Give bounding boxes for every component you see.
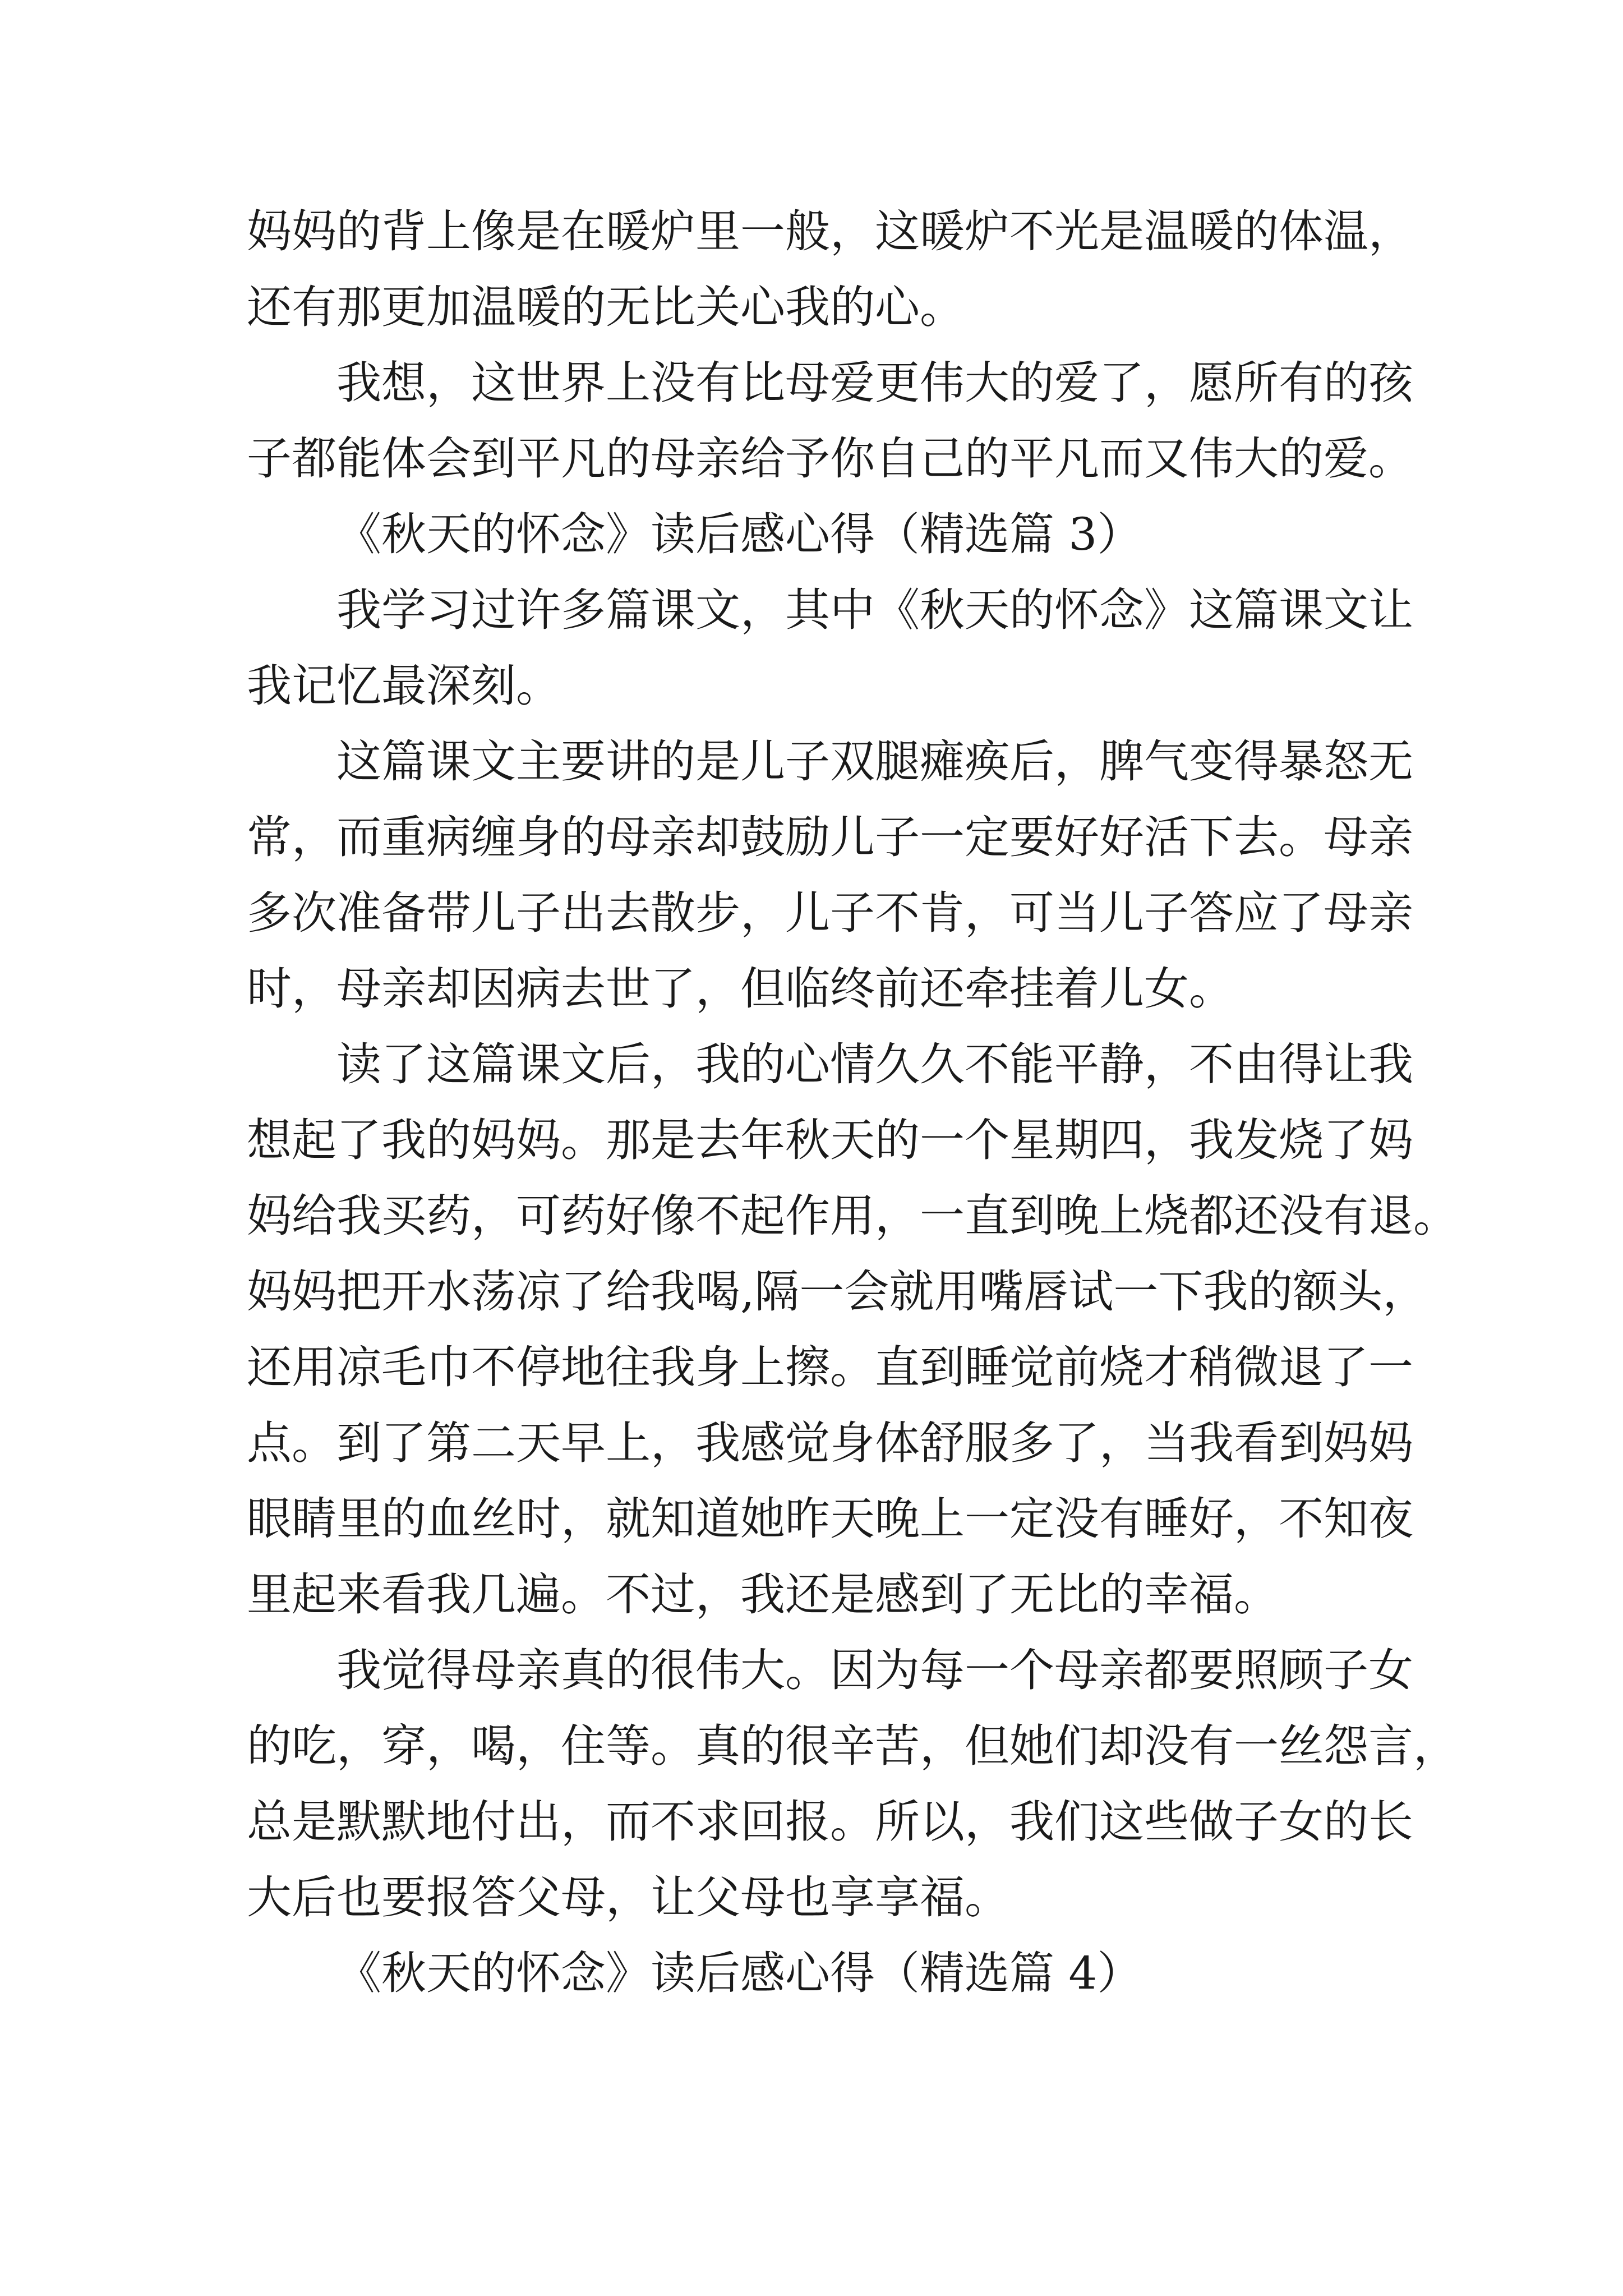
paragraph-start-line: 我学习过许多篇课文，其中《秋天的怀念》这篇课文让 xyxy=(336,584,1413,636)
paragraph-start-line: 读了这篇课文后，我的心情久久不能平静，不由得让我 xyxy=(336,1038,1413,1091)
paragraph-start-line: 我想，这世界上没有比母爱更伟大的爱了，愿所有的孩 xyxy=(336,357,1413,409)
text-line: 子都能体会到平凡的母亲给予你自己的平凡而又伟大的爱。 xyxy=(247,432,1413,485)
body-text xyxy=(247,194,1458,2011)
text-line: 妈给我买药，可药好像不起作用，一直到晚上烧都还没有退。 xyxy=(247,1190,1458,1242)
text-line: 眼睛里的血丝时，就知道她昨天晚上一定没有睡好，不知夜 xyxy=(247,1493,1413,1545)
paragraph-start-line: 我觉得母亲真的很伟大。因为每一个母亲都要照顾子女 xyxy=(336,1644,1413,1696)
text-line: 大后也要报答父母，让父母也享享福。 xyxy=(247,1871,1009,1924)
text-line: 总是默默地付出，而不求回报。所以，我们这些做子女的长 xyxy=(247,1796,1413,1848)
paragraph-start-line: 这篇课文主要讲的是儿子双腿瘫痪后，脾气变得暴怒无 xyxy=(336,735,1413,788)
text-line: 还用凉毛巾不停地往我身上擦。直到睡觉前烧才稍微退了一 xyxy=(247,1341,1413,1393)
text-line: 还有那更加温暖的无比关心我的心。 xyxy=(247,281,965,333)
text-line: 的吃，穿，喝，住等。真的很辛苦，但她们却没有一丝怨言， xyxy=(247,1720,1458,1772)
text-line: 想起了我的妈妈。那是去年秋天的一个星期四，我发烧了妈 xyxy=(247,1114,1413,1166)
text-line: 妈妈的背上像是在暖炉里一般，这暖炉不光是温暖的体温， xyxy=(247,205,1413,257)
text-line: 点。到了第二天早上，我感觉身体舒服多了，当我看到妈妈 xyxy=(247,1417,1413,1469)
text-line: 多次准备带儿子出去散步，儿子不肯，可当儿子答应了母亲 xyxy=(247,887,1413,939)
text-line: 里起来看我几遍。不过，我还是感到了无比的幸福。 xyxy=(247,1568,1279,1621)
text-line: 时，母亲却因病去世了，但临终前还牵挂着儿女。 xyxy=(247,963,1234,1015)
text-line: 常，而重病缠身的母亲却鼓励儿子一定要好好活下去。母亲 xyxy=(247,811,1413,863)
text-line: 妈妈把开水荡凉了给我喝,隔一会就用嘴唇试一下我的额头， xyxy=(247,1266,1428,1318)
text-line: 我记忆最深刻。 xyxy=(247,660,561,712)
section-heading: 《秋天的怀念》读后感心得（精选篇 4） xyxy=(336,1947,1142,1999)
section-heading: 《秋天的怀念》读后感心得（精选篇 3） xyxy=(336,508,1142,560)
